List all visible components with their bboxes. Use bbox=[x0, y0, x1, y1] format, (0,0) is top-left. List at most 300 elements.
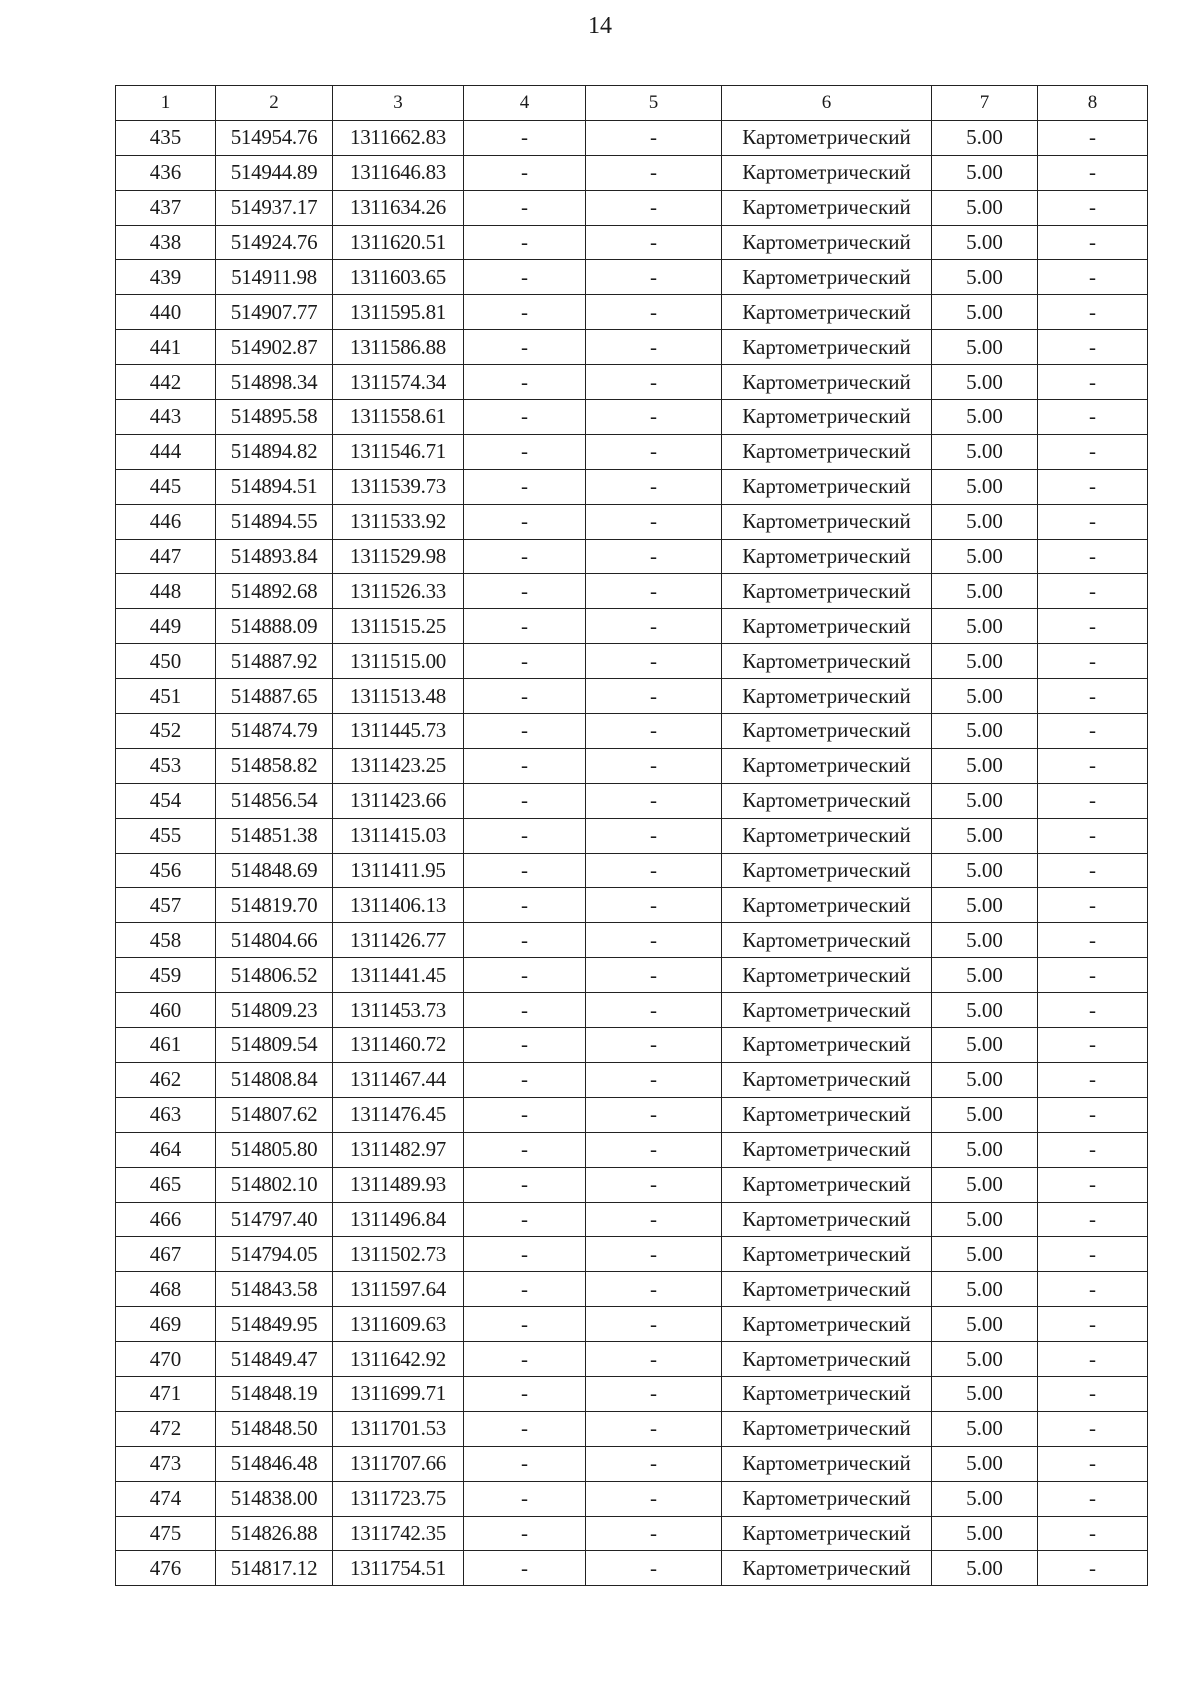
cell-col-4: - bbox=[464, 1342, 586, 1377]
cell-point-number: 456 bbox=[116, 853, 216, 888]
cell-point-number: 460 bbox=[116, 993, 216, 1028]
cell-method: Картометрический bbox=[722, 1202, 932, 1237]
cell-accuracy: 5.00 bbox=[932, 260, 1038, 295]
cell-point-number: 447 bbox=[116, 539, 216, 574]
table-row bbox=[116, 1097, 1148, 1132]
cell-accuracy: 5.00 bbox=[932, 1551, 1038, 1586]
cell-col-4: - bbox=[464, 190, 586, 225]
cell-y-coordinate: 1311426.77 bbox=[333, 923, 464, 958]
page-number: 14 bbox=[588, 13, 612, 39]
cell-point-number: 443 bbox=[116, 400, 216, 435]
cell-y-coordinate: 1311411.95 bbox=[333, 853, 464, 888]
cell-col-8: - bbox=[1038, 365, 1148, 400]
cell-col-8: - bbox=[1038, 330, 1148, 365]
cell-method: Картометрический bbox=[722, 993, 932, 1028]
cell-col-8: - bbox=[1038, 1446, 1148, 1481]
cell-col-8: - bbox=[1038, 504, 1148, 539]
table-row bbox=[116, 1446, 1148, 1481]
cell-col-8: - bbox=[1038, 783, 1148, 818]
cell-accuracy: 5.00 bbox=[932, 1376, 1038, 1411]
cell-col-4: - bbox=[464, 1097, 586, 1132]
cell-col-8: - bbox=[1038, 923, 1148, 958]
table-row bbox=[116, 783, 1148, 818]
cell-method: Картометрический bbox=[722, 1376, 932, 1411]
cell-method: Картометрический bbox=[722, 1272, 932, 1307]
cell-point-number: 466 bbox=[116, 1202, 216, 1237]
cell-method: Картометрический bbox=[722, 644, 932, 679]
cell-y-coordinate: 1311529.98 bbox=[333, 539, 464, 574]
cell-col-8: - bbox=[1038, 958, 1148, 993]
cell-method: Картометрический bbox=[722, 1411, 932, 1446]
cell-accuracy: 5.00 bbox=[932, 504, 1038, 539]
cell-col-4: - bbox=[464, 888, 586, 923]
cell-col-8: - bbox=[1038, 295, 1148, 330]
cell-col-4: - bbox=[464, 748, 586, 783]
cell-col-5: - bbox=[586, 260, 722, 295]
cell-col-4: - bbox=[464, 609, 586, 644]
column-header-5: 5 bbox=[586, 86, 722, 121]
cell-method: Картометрический bbox=[722, 1028, 932, 1063]
cell-x-coordinate: 514849.95 bbox=[216, 1307, 333, 1342]
cell-col-8: - bbox=[1038, 1376, 1148, 1411]
cell-col-4: - bbox=[464, 714, 586, 749]
cell-y-coordinate: 1311620.51 bbox=[333, 225, 464, 260]
table-row bbox=[116, 679, 1148, 714]
table-row bbox=[116, 574, 1148, 609]
cell-col-5: - bbox=[586, 1376, 722, 1411]
cell-method: Картометрический bbox=[722, 260, 932, 295]
cell-point-number: 439 bbox=[116, 260, 216, 295]
column-header-2: 2 bbox=[216, 86, 333, 121]
table-row bbox=[116, 853, 1148, 888]
cell-x-coordinate: 514807.62 bbox=[216, 1097, 333, 1132]
cell-accuracy: 5.00 bbox=[932, 1202, 1038, 1237]
cell-x-coordinate: 514937.17 bbox=[216, 190, 333, 225]
cell-method: Картометрический bbox=[722, 1551, 932, 1586]
cell-x-coordinate: 514817.12 bbox=[216, 1551, 333, 1586]
cell-accuracy: 5.00 bbox=[932, 434, 1038, 469]
cell-col-8: - bbox=[1038, 469, 1148, 504]
cell-col-8: - bbox=[1038, 714, 1148, 749]
table-row bbox=[116, 1237, 1148, 1272]
cell-method: Картометрический bbox=[722, 1132, 932, 1167]
cell-col-4: - bbox=[464, 1132, 586, 1167]
cell-accuracy: 5.00 bbox=[932, 714, 1038, 749]
table-row bbox=[116, 1342, 1148, 1377]
cell-x-coordinate: 514902.87 bbox=[216, 330, 333, 365]
cell-method: Картометрический bbox=[722, 923, 932, 958]
table-row bbox=[116, 993, 1148, 1028]
table-row bbox=[116, 260, 1148, 295]
cell-accuracy: 5.00 bbox=[932, 225, 1038, 260]
cell-x-coordinate: 514848.19 bbox=[216, 1376, 333, 1411]
cell-method: Картометрический bbox=[722, 1097, 932, 1132]
cell-col-5: - bbox=[586, 1551, 722, 1586]
cell-col-5: - bbox=[586, 434, 722, 469]
cell-x-coordinate: 514826.88 bbox=[216, 1516, 333, 1551]
cell-col-5: - bbox=[586, 400, 722, 435]
cell-method: Картометрический bbox=[722, 295, 932, 330]
cell-col-8: - bbox=[1038, 644, 1148, 679]
cell-col-5: - bbox=[586, 574, 722, 609]
cell-col-8: - bbox=[1038, 1481, 1148, 1516]
cell-col-5: - bbox=[586, 225, 722, 260]
cell-point-number: 438 bbox=[116, 225, 216, 260]
cell-point-number: 454 bbox=[116, 783, 216, 818]
cell-col-5: - bbox=[586, 1307, 722, 1342]
cell-accuracy: 5.00 bbox=[932, 190, 1038, 225]
table-row bbox=[116, 923, 1148, 958]
cell-method: Картометрический bbox=[722, 400, 932, 435]
cell-col-8: - bbox=[1038, 748, 1148, 783]
table-row bbox=[116, 1167, 1148, 1202]
cell-col-5: - bbox=[586, 783, 722, 818]
cell-x-coordinate: 514808.84 bbox=[216, 1062, 333, 1097]
table-row bbox=[116, 1481, 1148, 1516]
cell-accuracy: 5.00 bbox=[932, 1307, 1038, 1342]
cell-y-coordinate: 1311489.93 bbox=[333, 1167, 464, 1202]
cell-accuracy: 5.00 bbox=[932, 1097, 1038, 1132]
table-row bbox=[116, 365, 1148, 400]
cell-method: Картометрический bbox=[722, 434, 932, 469]
cell-point-number: 472 bbox=[116, 1411, 216, 1446]
cell-col-5: - bbox=[586, 644, 722, 679]
cell-col-4: - bbox=[464, 1516, 586, 1551]
cell-col-5: - bbox=[586, 1202, 722, 1237]
cell-col-4: - bbox=[464, 1411, 586, 1446]
cell-accuracy: 5.00 bbox=[932, 748, 1038, 783]
cell-y-coordinate: 1311502.73 bbox=[333, 1237, 464, 1272]
cell-col-8: - bbox=[1038, 1237, 1148, 1272]
cell-method: Картометрический bbox=[722, 1237, 932, 1272]
cell-method: Картометрический bbox=[722, 679, 932, 714]
cell-point-number: 475 bbox=[116, 1516, 216, 1551]
cell-method: Картометрический bbox=[722, 574, 932, 609]
table-body bbox=[116, 120, 1148, 1585]
cell-method: Картометрический bbox=[722, 504, 932, 539]
cell-y-coordinate: 1311526.33 bbox=[333, 574, 464, 609]
cell-col-8: - bbox=[1038, 1132, 1148, 1167]
table-row bbox=[116, 504, 1148, 539]
cell-method: Картометрический bbox=[722, 714, 932, 749]
table-row bbox=[116, 1272, 1148, 1307]
cell-accuracy: 5.00 bbox=[932, 330, 1038, 365]
cell-x-coordinate: 514806.52 bbox=[216, 958, 333, 993]
cell-col-4: - bbox=[464, 469, 586, 504]
cell-col-8: - bbox=[1038, 818, 1148, 853]
cell-method: Картометрический bbox=[722, 1307, 932, 1342]
cell-col-8: - bbox=[1038, 400, 1148, 435]
cell-col-8: - bbox=[1038, 609, 1148, 644]
cell-col-4: - bbox=[464, 365, 586, 400]
cell-col-5: - bbox=[586, 609, 722, 644]
cell-col-5: - bbox=[586, 1237, 722, 1272]
table-row bbox=[116, 155, 1148, 190]
cell-col-8: - bbox=[1038, 679, 1148, 714]
cell-col-8: - bbox=[1038, 1411, 1148, 1446]
cell-y-coordinate: 1311496.84 bbox=[333, 1202, 464, 1237]
cell-accuracy: 5.00 bbox=[932, 1062, 1038, 1097]
cell-y-coordinate: 1311546.71 bbox=[333, 434, 464, 469]
cell-accuracy: 5.00 bbox=[932, 295, 1038, 330]
cell-x-coordinate: 514858.82 bbox=[216, 748, 333, 783]
cell-point-number: 465 bbox=[116, 1167, 216, 1202]
cell-x-coordinate: 514846.48 bbox=[216, 1446, 333, 1481]
cell-col-5: - bbox=[586, 1342, 722, 1377]
cell-col-4: - bbox=[464, 1446, 586, 1481]
cell-y-coordinate: 1311515.25 bbox=[333, 609, 464, 644]
cell-accuracy: 5.00 bbox=[932, 1272, 1038, 1307]
cell-x-coordinate: 514843.58 bbox=[216, 1272, 333, 1307]
cell-x-coordinate: 514851.38 bbox=[216, 818, 333, 853]
cell-col-8: - bbox=[1038, 120, 1148, 155]
cell-y-coordinate: 1311558.61 bbox=[333, 400, 464, 435]
cell-method: Картометрический bbox=[722, 365, 932, 400]
table-row bbox=[116, 958, 1148, 993]
cell-point-number: 437 bbox=[116, 190, 216, 225]
cell-point-number: 469 bbox=[116, 1307, 216, 1342]
cell-point-number: 450 bbox=[116, 644, 216, 679]
cell-y-coordinate: 1311460.72 bbox=[333, 1028, 464, 1063]
cell-col-8: - bbox=[1038, 434, 1148, 469]
column-header-4: 4 bbox=[464, 86, 586, 121]
cell-point-number: 457 bbox=[116, 888, 216, 923]
cell-col-5: - bbox=[586, 330, 722, 365]
cell-col-5: - bbox=[586, 993, 722, 1028]
cell-col-4: - bbox=[464, 1237, 586, 1272]
cell-point-number: 468 bbox=[116, 1272, 216, 1307]
cell-col-4: - bbox=[464, 504, 586, 539]
table-row bbox=[116, 1028, 1148, 1063]
cell-col-4: - bbox=[464, 1062, 586, 1097]
table-row bbox=[116, 295, 1148, 330]
table-row bbox=[116, 748, 1148, 783]
cell-x-coordinate: 514809.23 bbox=[216, 993, 333, 1028]
coordinates-table bbox=[115, 85, 1148, 1586]
cell-col-4: - bbox=[464, 679, 586, 714]
cell-y-coordinate: 1311476.45 bbox=[333, 1097, 464, 1132]
cell-x-coordinate: 514809.54 bbox=[216, 1028, 333, 1063]
cell-accuracy: 5.00 bbox=[932, 958, 1038, 993]
cell-y-coordinate: 1311754.51 bbox=[333, 1551, 464, 1586]
cell-y-coordinate: 1311597.64 bbox=[333, 1272, 464, 1307]
table-row bbox=[116, 818, 1148, 853]
cell-point-number: 453 bbox=[116, 748, 216, 783]
cell-point-number: 473 bbox=[116, 1446, 216, 1481]
cell-point-number: 463 bbox=[116, 1097, 216, 1132]
cell-x-coordinate: 514804.66 bbox=[216, 923, 333, 958]
cell-col-5: - bbox=[586, 1411, 722, 1446]
cell-accuracy: 5.00 bbox=[932, 644, 1038, 679]
cell-col-5: - bbox=[586, 155, 722, 190]
cell-accuracy: 5.00 bbox=[932, 400, 1038, 435]
cell-y-coordinate: 1311742.35 bbox=[333, 1516, 464, 1551]
cell-col-4: - bbox=[464, 993, 586, 1028]
cell-method: Картометрический bbox=[722, 225, 932, 260]
table-row bbox=[116, 1516, 1148, 1551]
table-row bbox=[116, 469, 1148, 504]
cell-y-coordinate: 1311609.63 bbox=[333, 1307, 464, 1342]
cell-col-8: - bbox=[1038, 539, 1148, 574]
cell-col-5: - bbox=[586, 539, 722, 574]
cell-x-coordinate: 514894.82 bbox=[216, 434, 333, 469]
cell-col-5: - bbox=[586, 1132, 722, 1167]
cell-point-number: 458 bbox=[116, 923, 216, 958]
cell-col-4: - bbox=[464, 783, 586, 818]
cell-x-coordinate: 514898.34 bbox=[216, 365, 333, 400]
cell-col-5: - bbox=[586, 714, 722, 749]
cell-col-5: - bbox=[586, 190, 722, 225]
cell-col-8: - bbox=[1038, 1516, 1148, 1551]
cell-y-coordinate: 1311441.45 bbox=[333, 958, 464, 993]
cell-x-coordinate: 514894.55 bbox=[216, 504, 333, 539]
cell-col-8: - bbox=[1038, 225, 1148, 260]
cell-method: Картометрический bbox=[722, 155, 932, 190]
table-row bbox=[116, 400, 1148, 435]
cell-method: Картометрический bbox=[722, 1516, 932, 1551]
cell-col-8: - bbox=[1038, 1342, 1148, 1377]
cell-method: Картометрический bbox=[722, 783, 932, 818]
cell-col-5: - bbox=[586, 1097, 722, 1132]
table-row bbox=[116, 1062, 1148, 1097]
cell-col-8: - bbox=[1038, 1097, 1148, 1132]
column-header-6: 6 bbox=[722, 86, 932, 121]
cell-accuracy: 5.00 bbox=[932, 1167, 1038, 1202]
cell-y-coordinate: 1311603.65 bbox=[333, 260, 464, 295]
cell-x-coordinate: 514805.80 bbox=[216, 1132, 333, 1167]
cell-y-coordinate: 1311646.83 bbox=[333, 155, 464, 190]
cell-accuracy: 5.00 bbox=[932, 609, 1038, 644]
table-row bbox=[116, 1132, 1148, 1167]
cell-point-number: 476 bbox=[116, 1551, 216, 1586]
cell-method: Картометрический bbox=[722, 1342, 932, 1377]
cell-y-coordinate: 1311662.83 bbox=[333, 120, 464, 155]
cell-col-4: - bbox=[464, 155, 586, 190]
cell-point-number: 470 bbox=[116, 1342, 216, 1377]
cell-method: Картометрический bbox=[722, 330, 932, 365]
cell-col-4: - bbox=[464, 958, 586, 993]
cell-point-number: 435 bbox=[116, 120, 216, 155]
cell-col-5: - bbox=[586, 958, 722, 993]
cell-col-4: - bbox=[464, 1307, 586, 1342]
cell-x-coordinate: 514797.40 bbox=[216, 1202, 333, 1237]
cell-col-8: - bbox=[1038, 1028, 1148, 1063]
cell-point-number: 451 bbox=[116, 679, 216, 714]
cell-accuracy: 5.00 bbox=[932, 1342, 1038, 1377]
cell-method: Картометрический bbox=[722, 1481, 932, 1516]
cell-col-8: - bbox=[1038, 574, 1148, 609]
cell-col-5: - bbox=[586, 504, 722, 539]
cell-col-4: - bbox=[464, 923, 586, 958]
cell-y-coordinate: 1311445.73 bbox=[333, 714, 464, 749]
cell-col-4: - bbox=[464, 225, 586, 260]
cell-accuracy: 5.00 bbox=[932, 679, 1038, 714]
table-row bbox=[116, 1307, 1148, 1342]
cell-y-coordinate: 1311642.92 bbox=[333, 1342, 464, 1377]
cell-point-number: 445 bbox=[116, 469, 216, 504]
cell-col-5: - bbox=[586, 1446, 722, 1481]
cell-col-5: - bbox=[586, 923, 722, 958]
cell-accuracy: 5.00 bbox=[932, 155, 1038, 190]
cell-col-4: - bbox=[464, 1167, 586, 1202]
cell-point-number: 474 bbox=[116, 1481, 216, 1516]
cell-col-4: - bbox=[464, 644, 586, 679]
cell-col-5: - bbox=[586, 679, 722, 714]
cell-y-coordinate: 1311406.13 bbox=[333, 888, 464, 923]
cell-point-number: 464 bbox=[116, 1132, 216, 1167]
cell-col-5: - bbox=[586, 469, 722, 504]
cell-accuracy: 5.00 bbox=[932, 818, 1038, 853]
cell-x-coordinate: 514848.69 bbox=[216, 853, 333, 888]
cell-method: Картометрический bbox=[722, 609, 932, 644]
cell-y-coordinate: 1311701.53 bbox=[333, 1411, 464, 1446]
cell-col-5: - bbox=[586, 1028, 722, 1063]
cell-accuracy: 5.00 bbox=[932, 1411, 1038, 1446]
cell-point-number: 462 bbox=[116, 1062, 216, 1097]
table-row bbox=[116, 1376, 1148, 1411]
cell-col-5: - bbox=[586, 365, 722, 400]
cell-method: Картометрический bbox=[722, 958, 932, 993]
cell-col-4: - bbox=[464, 853, 586, 888]
cell-accuracy: 5.00 bbox=[932, 1516, 1038, 1551]
cell-point-number: 440 bbox=[116, 295, 216, 330]
cell-col-4: - bbox=[464, 295, 586, 330]
table-row bbox=[116, 539, 1148, 574]
column-header-1: 1 bbox=[116, 86, 216, 121]
cell-x-coordinate: 514848.50 bbox=[216, 1411, 333, 1446]
cell-method: Картометрический bbox=[722, 1446, 932, 1481]
cell-col-5: - bbox=[586, 120, 722, 155]
cell-col-8: - bbox=[1038, 1202, 1148, 1237]
cell-method: Картометрический bbox=[722, 888, 932, 923]
cell-accuracy: 5.00 bbox=[932, 888, 1038, 923]
cell-col-5: - bbox=[586, 853, 722, 888]
cell-col-8: - bbox=[1038, 1062, 1148, 1097]
cell-col-4: - bbox=[464, 1028, 586, 1063]
cell-x-coordinate: 514892.68 bbox=[216, 574, 333, 609]
cell-y-coordinate: 1311539.73 bbox=[333, 469, 464, 504]
table-row bbox=[116, 714, 1148, 749]
cell-col-4: - bbox=[464, 1202, 586, 1237]
cell-x-coordinate: 514888.09 bbox=[216, 609, 333, 644]
cell-accuracy: 5.00 bbox=[932, 574, 1038, 609]
cell-accuracy: 5.00 bbox=[932, 853, 1038, 888]
cell-y-coordinate: 1311574.34 bbox=[333, 365, 464, 400]
column-header-3: 3 bbox=[333, 86, 464, 121]
cell-y-coordinate: 1311453.73 bbox=[333, 993, 464, 1028]
cell-col-4: - bbox=[464, 574, 586, 609]
cell-method: Картометрический bbox=[722, 469, 932, 504]
cell-method: Картометрический bbox=[722, 539, 932, 574]
cell-point-number: 452 bbox=[116, 714, 216, 749]
cell-y-coordinate: 1311586.88 bbox=[333, 330, 464, 365]
table-row bbox=[116, 190, 1148, 225]
cell-y-coordinate: 1311423.25 bbox=[333, 748, 464, 783]
cell-y-coordinate: 1311634.26 bbox=[333, 190, 464, 225]
cell-col-4: - bbox=[464, 539, 586, 574]
cell-x-coordinate: 514838.00 bbox=[216, 1481, 333, 1516]
cell-accuracy: 5.00 bbox=[932, 993, 1038, 1028]
cell-point-number: 448 bbox=[116, 574, 216, 609]
cell-col-5: - bbox=[586, 295, 722, 330]
cell-point-number: 461 bbox=[116, 1028, 216, 1063]
cell-y-coordinate: 1311513.48 bbox=[333, 679, 464, 714]
cell-accuracy: 5.00 bbox=[932, 783, 1038, 818]
cell-x-coordinate: 514954.76 bbox=[216, 120, 333, 155]
cell-point-number: 459 bbox=[116, 958, 216, 993]
cell-point-number: 442 bbox=[116, 365, 216, 400]
cell-col-8: - bbox=[1038, 853, 1148, 888]
